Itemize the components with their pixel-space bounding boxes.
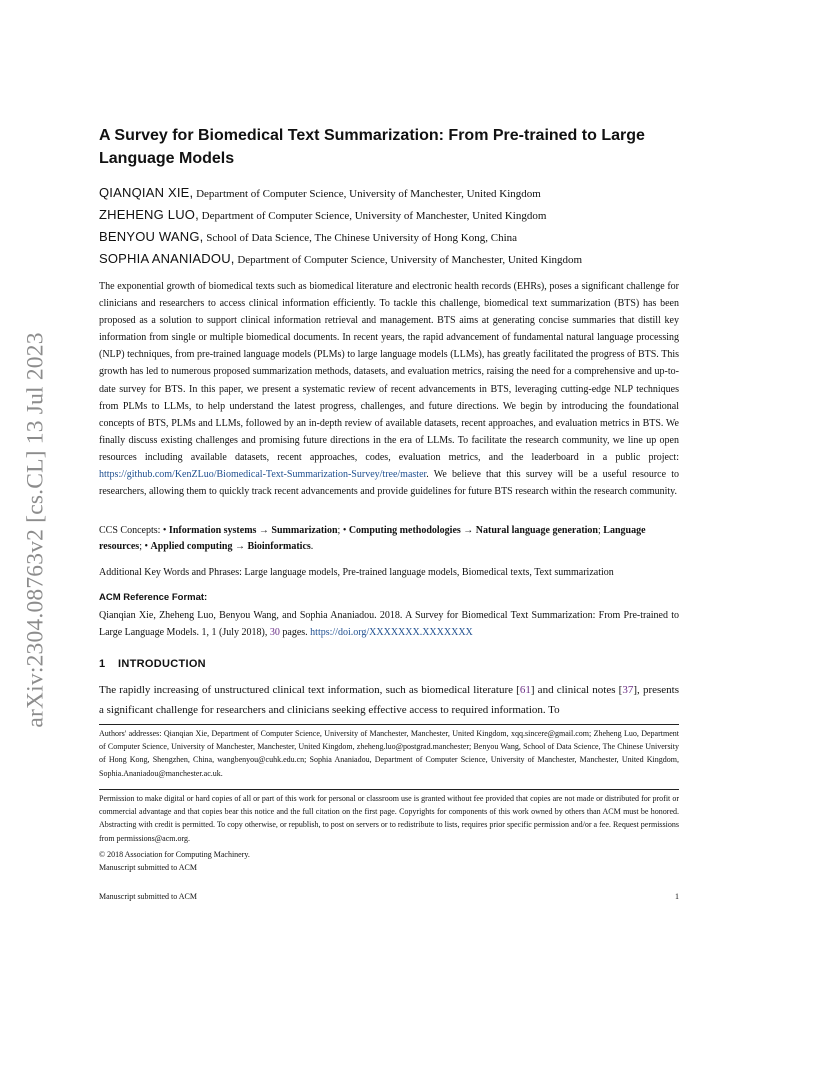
bullet: •	[144, 541, 151, 552]
acm-reference	[99, 607, 679, 641]
intro-text: The rapidly increasing of unstructured clinical text information, such as biomedical literature [	[99, 684, 520, 696]
author-name: BENYOU WANG,	[99, 229, 204, 244]
abstract-text: The exponential growth of biomedical texts such as biomedical literature and electronic health records (EHRs), poses a significant challenge for clinicians and researchers to access clinical information efficiently. To tackle this challenge, biomedical text summarization (BTS) has been proposed as a solution to support clinical information retrieval and management. BTS aims at generating concise summaries that distill key information from single or multiple biomedical documents. In recent years, the rapid advancement of fundamental natural language processing (NLP) techniques, from pre-trained language models (PLMs) to large language models (LLMs), has greatly facilitated the progress of BTS. This growth has led to numerous proposed summarization methods, datasets, and evaluation metrics, raising the need for a comprehensive and up-to-date survey for BTS. In this paper, we present a systematic review of recent advancements in BTS, leveraging cutting-edge NLP techniques from PLMs to LLMs, to help understand the latest progress, challenges, and future directions. We begin by introducing the foundational concepts of BTS, PLMs and LLMs, followed by an in-depth review of available datasets, recent approaches, and evaluation metrics in BTS. We finally discuss existing challenges and promising future directions in the era of LLMs. To facilitate the research community, we line up open resources including available datasets, recent approaches, codes, evaluation metrics, and the leaderboard in a public project:	[99, 281, 679, 463]
doi-link[interactable]: https://doi.org/XXXXXXX.XXXXXXX	[310, 627, 473, 638]
page-number: 1	[675, 892, 679, 901]
section-number: 1	[99, 658, 106, 670]
running-footer: Manuscript submitted to ACM	[99, 892, 197, 901]
author-line	[99, 251, 582, 266]
separator: ;	[139, 541, 145, 552]
acm-reference-heading: ACM Reference Format:	[99, 592, 208, 603]
author-line	[99, 229, 517, 244]
ccs-item: Computing methodologies → Natural language generation	[348, 525, 598, 536]
section-heading	[99, 658, 206, 670]
author-affiliation: Department of Computer Science, University of Manchester, United Kingdom	[193, 188, 541, 200]
citation-link[interactable]: 37	[622, 684, 634, 696]
author-affiliation: Department of Computer Science, University of Manchester, United Kingdom	[234, 254, 583, 266]
author-name: SOPHIA ANANIADOU,	[99, 251, 235, 266]
section-title: INTRODUCTION	[118, 658, 206, 670]
separator: ;	[598, 525, 604, 536]
intro-text: ] and clinical notes [	[530, 684, 623, 696]
citation-link[interactable]: 61	[519, 684, 531, 696]
separator: .	[310, 541, 314, 552]
copyright-notice: © 2018 Association for Computing Machinery.	[99, 850, 250, 859]
bullet: •	[162, 525, 169, 536]
arxiv-identifier: arXiv:2304.08763v2 [cs.CL] 13 Jul 2023	[22, 332, 49, 728]
ccs-item: Language resources	[99, 525, 646, 552]
manuscript-note: Manuscript submitted to ACM	[99, 863, 197, 872]
introduction-paragraph	[99, 680, 679, 720]
keywords: Additional Key Words and Phrases: Large language models, Pre-trained language models, Biomedical texts, Text summarization	[99, 567, 614, 578]
ccs-concepts	[99, 523, 679, 555]
project-link[interactable]: https://github.com/KenZLuo/Biomedical-Text-Summarization-Survey/tree/master	[99, 469, 427, 481]
author-affiliation: School of Data Science, The Chinese University of Hong Kong, China	[203, 232, 518, 244]
permission-rule	[99, 789, 679, 790]
ccs-item: Applied computing → Bioinformatics	[150, 541, 311, 552]
abstract-text-end: . We believe that this survey will be a useful resource to researchers, allowing them to quickly track recent advancements and provide guidelines for future BTS research within the research community.	[99, 469, 679, 498]
footnote-rule	[99, 724, 679, 725]
author-name: QIANQIAN XIE,	[99, 185, 194, 200]
acm-reference-text: pages.	[279, 627, 311, 638]
paper-title: A Survey for Biomedical Text Summarization: From Pre-trained to Large Language Models	[99, 127, 645, 167]
acm-reference-text: Qianqian Xie, Zheheng Luo, Benyou Wang, and Sophia Ananiadou. 2018. A Survey for Biomedical Text Summarization: From Pre-trained to Large Language Models. 1, 1 (July 2018),	[99, 610, 679, 638]
abstract	[99, 278, 679, 500]
separator: ;	[337, 525, 343, 536]
intro-text: ], presents a significant challenge for researchers and clinicians seeking effective access to required information. To	[99, 684, 679, 716]
author-line	[99, 185, 541, 200]
author-affiliation: Department of Computer Science, University of Manchester, United Kingdom	[198, 210, 547, 222]
page-count-link[interactable]: 30	[269, 627, 280, 638]
bullet: •	[342, 525, 349, 536]
arxiv-side-stamp	[14, 0, 58, 1072]
ccs-label: CCS Concepts:	[99, 525, 163, 536]
permission-notice: Permission to make digital or hard copies of all or part of this work for personal or classroom use is granted without fee provided that copies are not made or distributed for profit or commercial advantage and that copies bear this notice and the full citation on the first page. Copyrights for components of this work owned by others than ACM must be honored. Abstracting with credit is permitted. To copy otherwise, or republish, to post on servers or to redistribute to lists, requires prior specific permission and/or a fee. Request permissions from permissions@acm.org.	[99, 794, 679, 843]
authors-addresses: Authors' addresses: Qianqian Xie, Department of Computer Science, University of Manchester, Manchester, United Kingdom, xqq.sincere@gmail.com; Zheheng Luo, Department of Computer Science, University of Manchester, Manchester, United Kingdom, zheheng.luo@postgrad.manchester; Benyou Wang, School of Data Science, The Chinese University of Hong Kong, Shengzhen, China, wangbenyou@cuhk.edu.cn; Sophia Ananiadou, Department of Computer Science, University of Manchester, Manchester, United Kingdom, Sophia.Ananiadou@manchester.ac.uk.	[99, 729, 679, 778]
author-name: ZHEHENG LUO,	[99, 207, 199, 222]
author-line	[99, 207, 546, 222]
ccs-item: Information systems → Summarization	[168, 525, 338, 536]
